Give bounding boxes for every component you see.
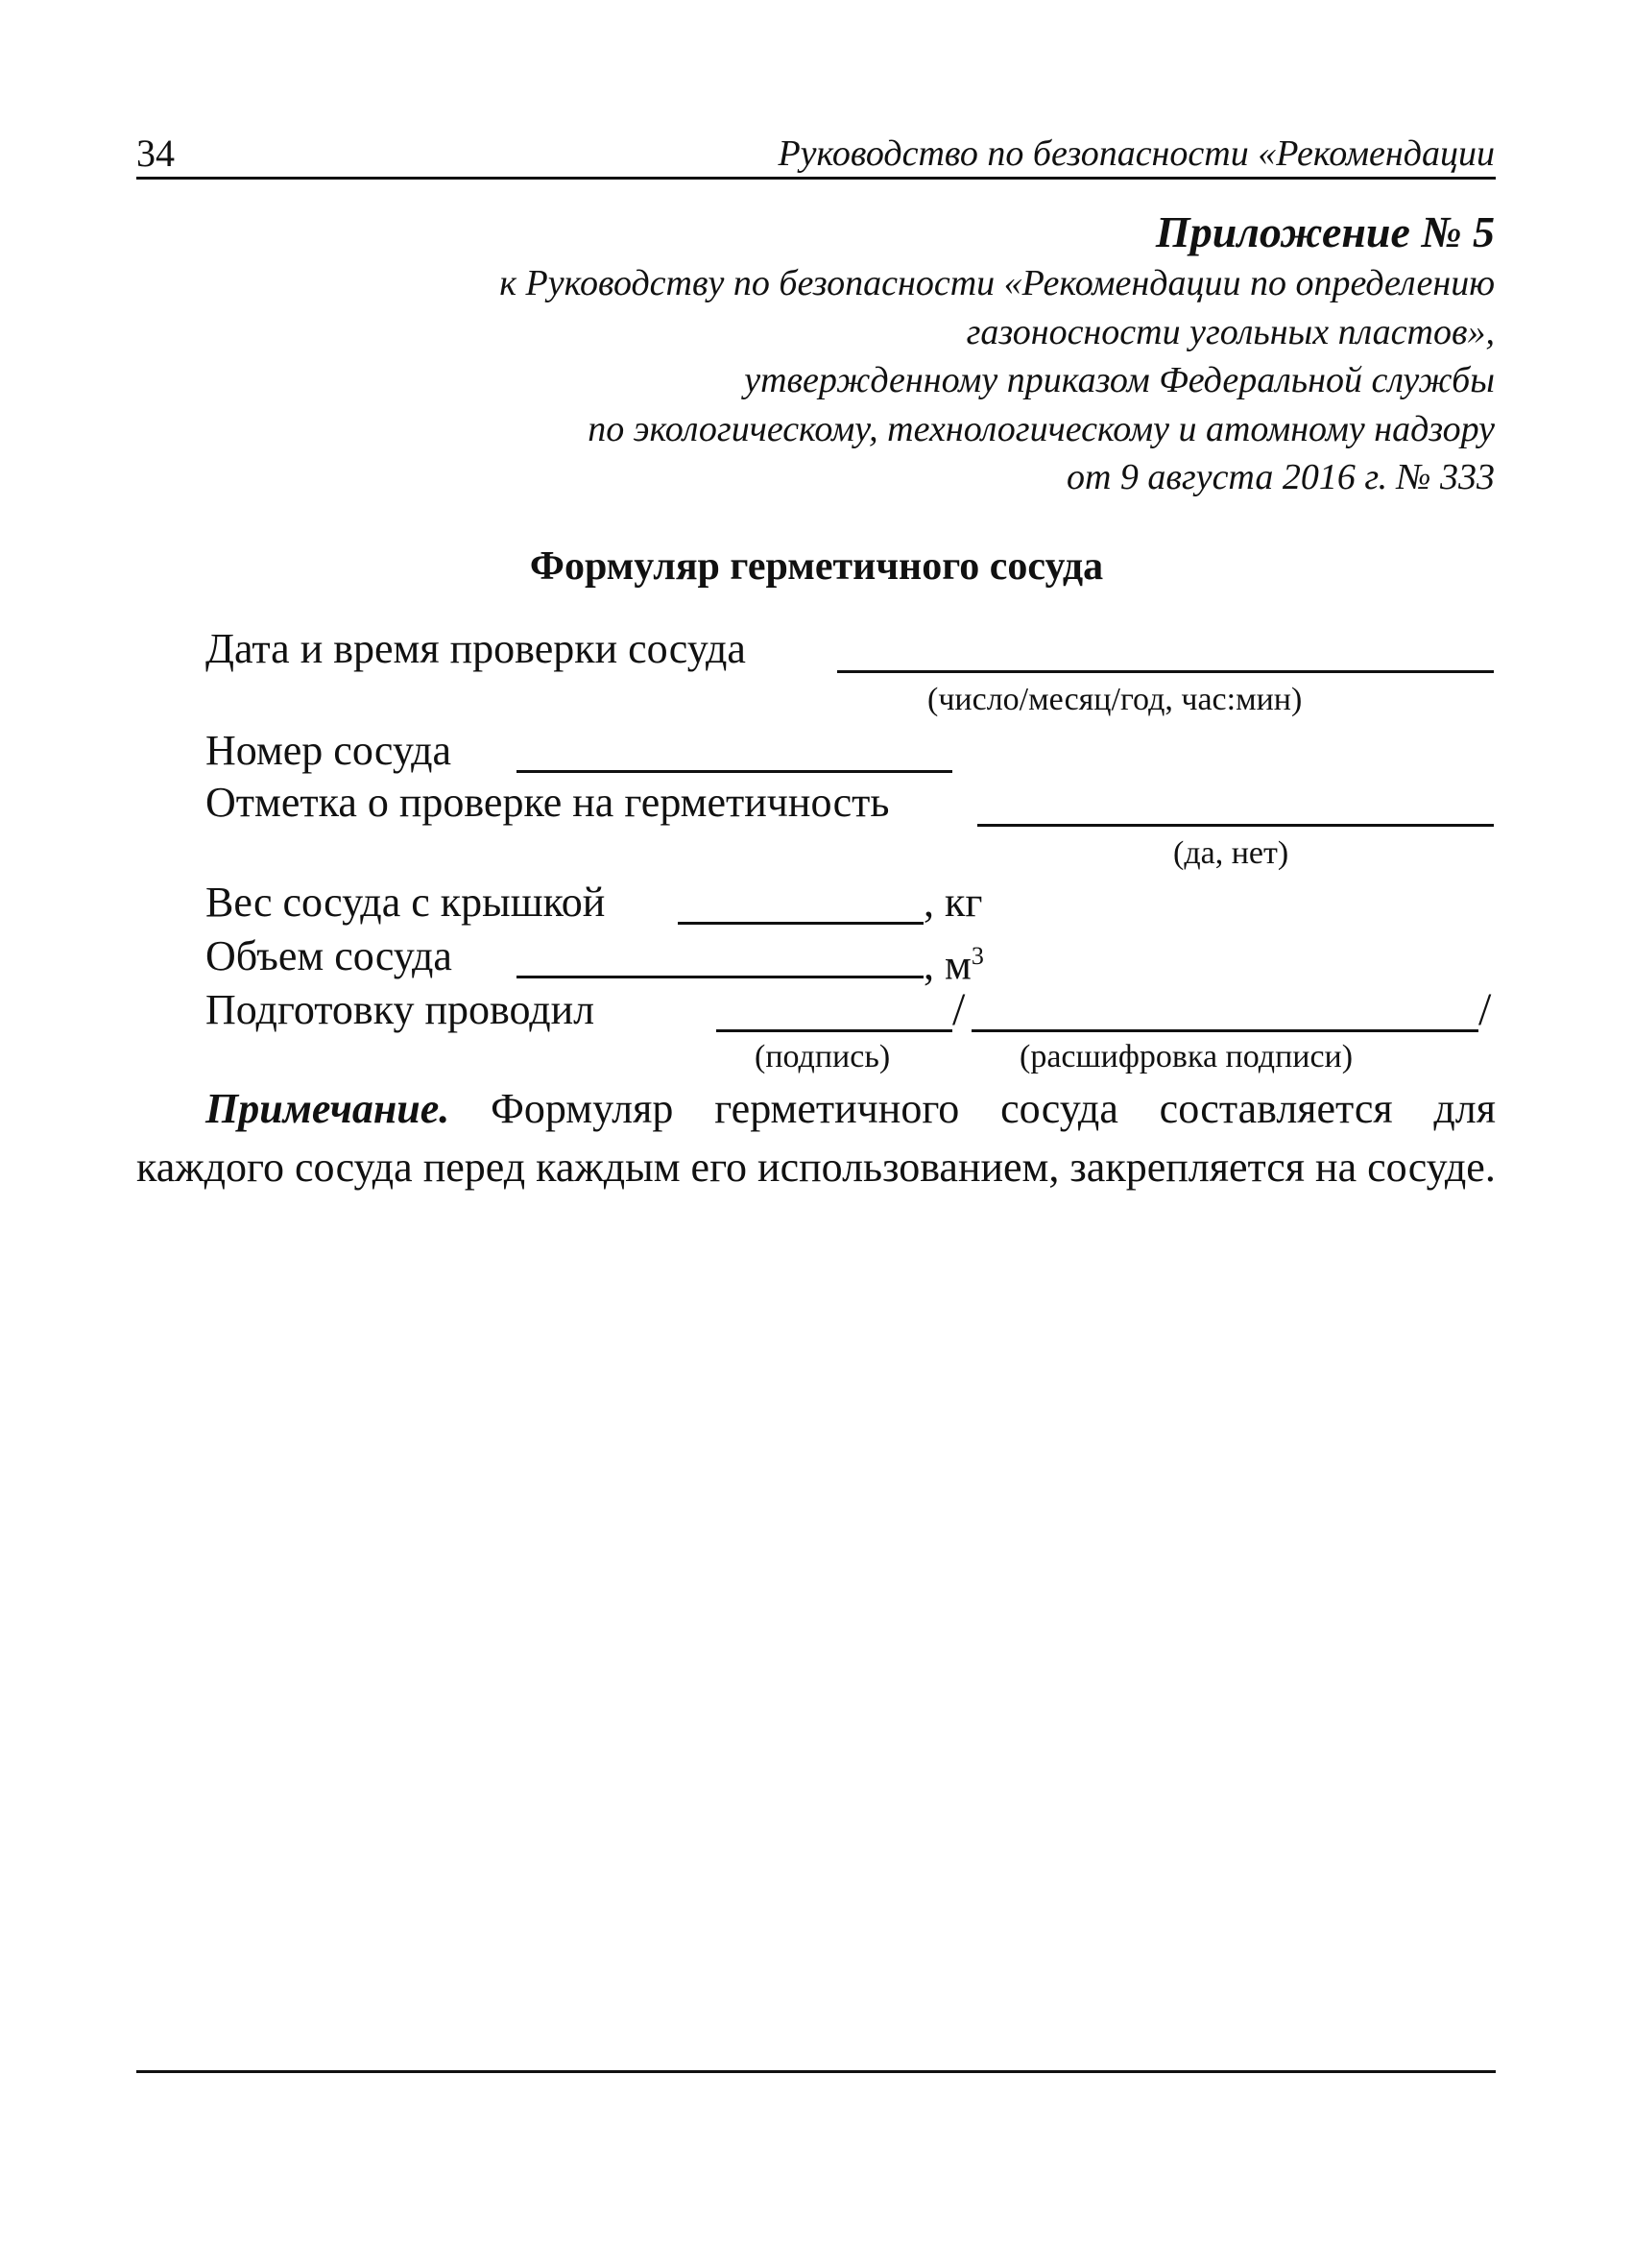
appendix-title: Приложение № 5 [1155, 207, 1495, 256]
signature-separator: / [952, 984, 966, 1035]
decoding-end-separator: / [1478, 984, 1492, 1035]
decoding-hint: (расшифровка подписи) [1020, 1039, 1354, 1074]
prepared-label: Подготовку проводил [205, 986, 595, 1033]
decoding-field-line[interactable] [972, 1029, 1478, 1032]
signature-hint: (подпись) [755, 1039, 891, 1074]
volume-unit-superscript: 3 [971, 942, 984, 970]
appendix-line: газоносности угольных пластов», [966, 311, 1495, 352]
volume-label: Объем сосуда [205, 932, 452, 979]
appendix-line: от 9 августа 2016 г. № 333 [1066, 457, 1495, 497]
number-field-line[interactable] [516, 770, 952, 773]
weight-unit: , кг [924, 879, 983, 926]
number-label: Номер сосуда [205, 727, 452, 774]
date-hint: (число/месяц/год, час:мин) [927, 682, 1303, 717]
date-field-line[interactable] [837, 670, 1494, 673]
appendix-line: утвержденному приказом Федеральной службы [744, 360, 1495, 400]
note-paragraph [136, 1079, 1496, 1196]
check-field-line[interactable] [977, 824, 1494, 827]
running-title: Руководство по безопасности «Рекомендации [778, 133, 1495, 174]
header-divider [136, 177, 1496, 180]
footer-divider [136, 2070, 1496, 2073]
volume-field-line[interactable] [516, 976, 924, 978]
signature-field-line[interactable] [716, 1029, 952, 1032]
weight-field-line[interactable] [678, 922, 924, 925]
form-title: Формуляр герметичного сосуда [529, 544, 1104, 589]
check-label: Отметка о проверке на герметичность [205, 779, 890, 826]
volume-unit-text: , м [924, 941, 972, 989]
note-text: Формуляр герметичного сосуда составляется для каждого сосуда перед каждым его использованием, закрепляется на сосуде. [136, 1085, 1497, 1191]
date-label: Дата и время проверки сосуда [205, 625, 746, 672]
weight-label: Вес сосуда с крышкой [205, 879, 606, 926]
page-number: 34 [136, 132, 175, 175]
note-label: Примечание. [205, 1085, 450, 1132]
check-hint: (да, нет) [1173, 835, 1289, 871]
appendix-reference [247, 259, 1495, 502]
appendix-line: к Руководству по безопасности «Рекомендации по определению [499, 263, 1495, 303]
appendix-line: по экологическому, технологическому и атомному надзору [588, 408, 1495, 449]
